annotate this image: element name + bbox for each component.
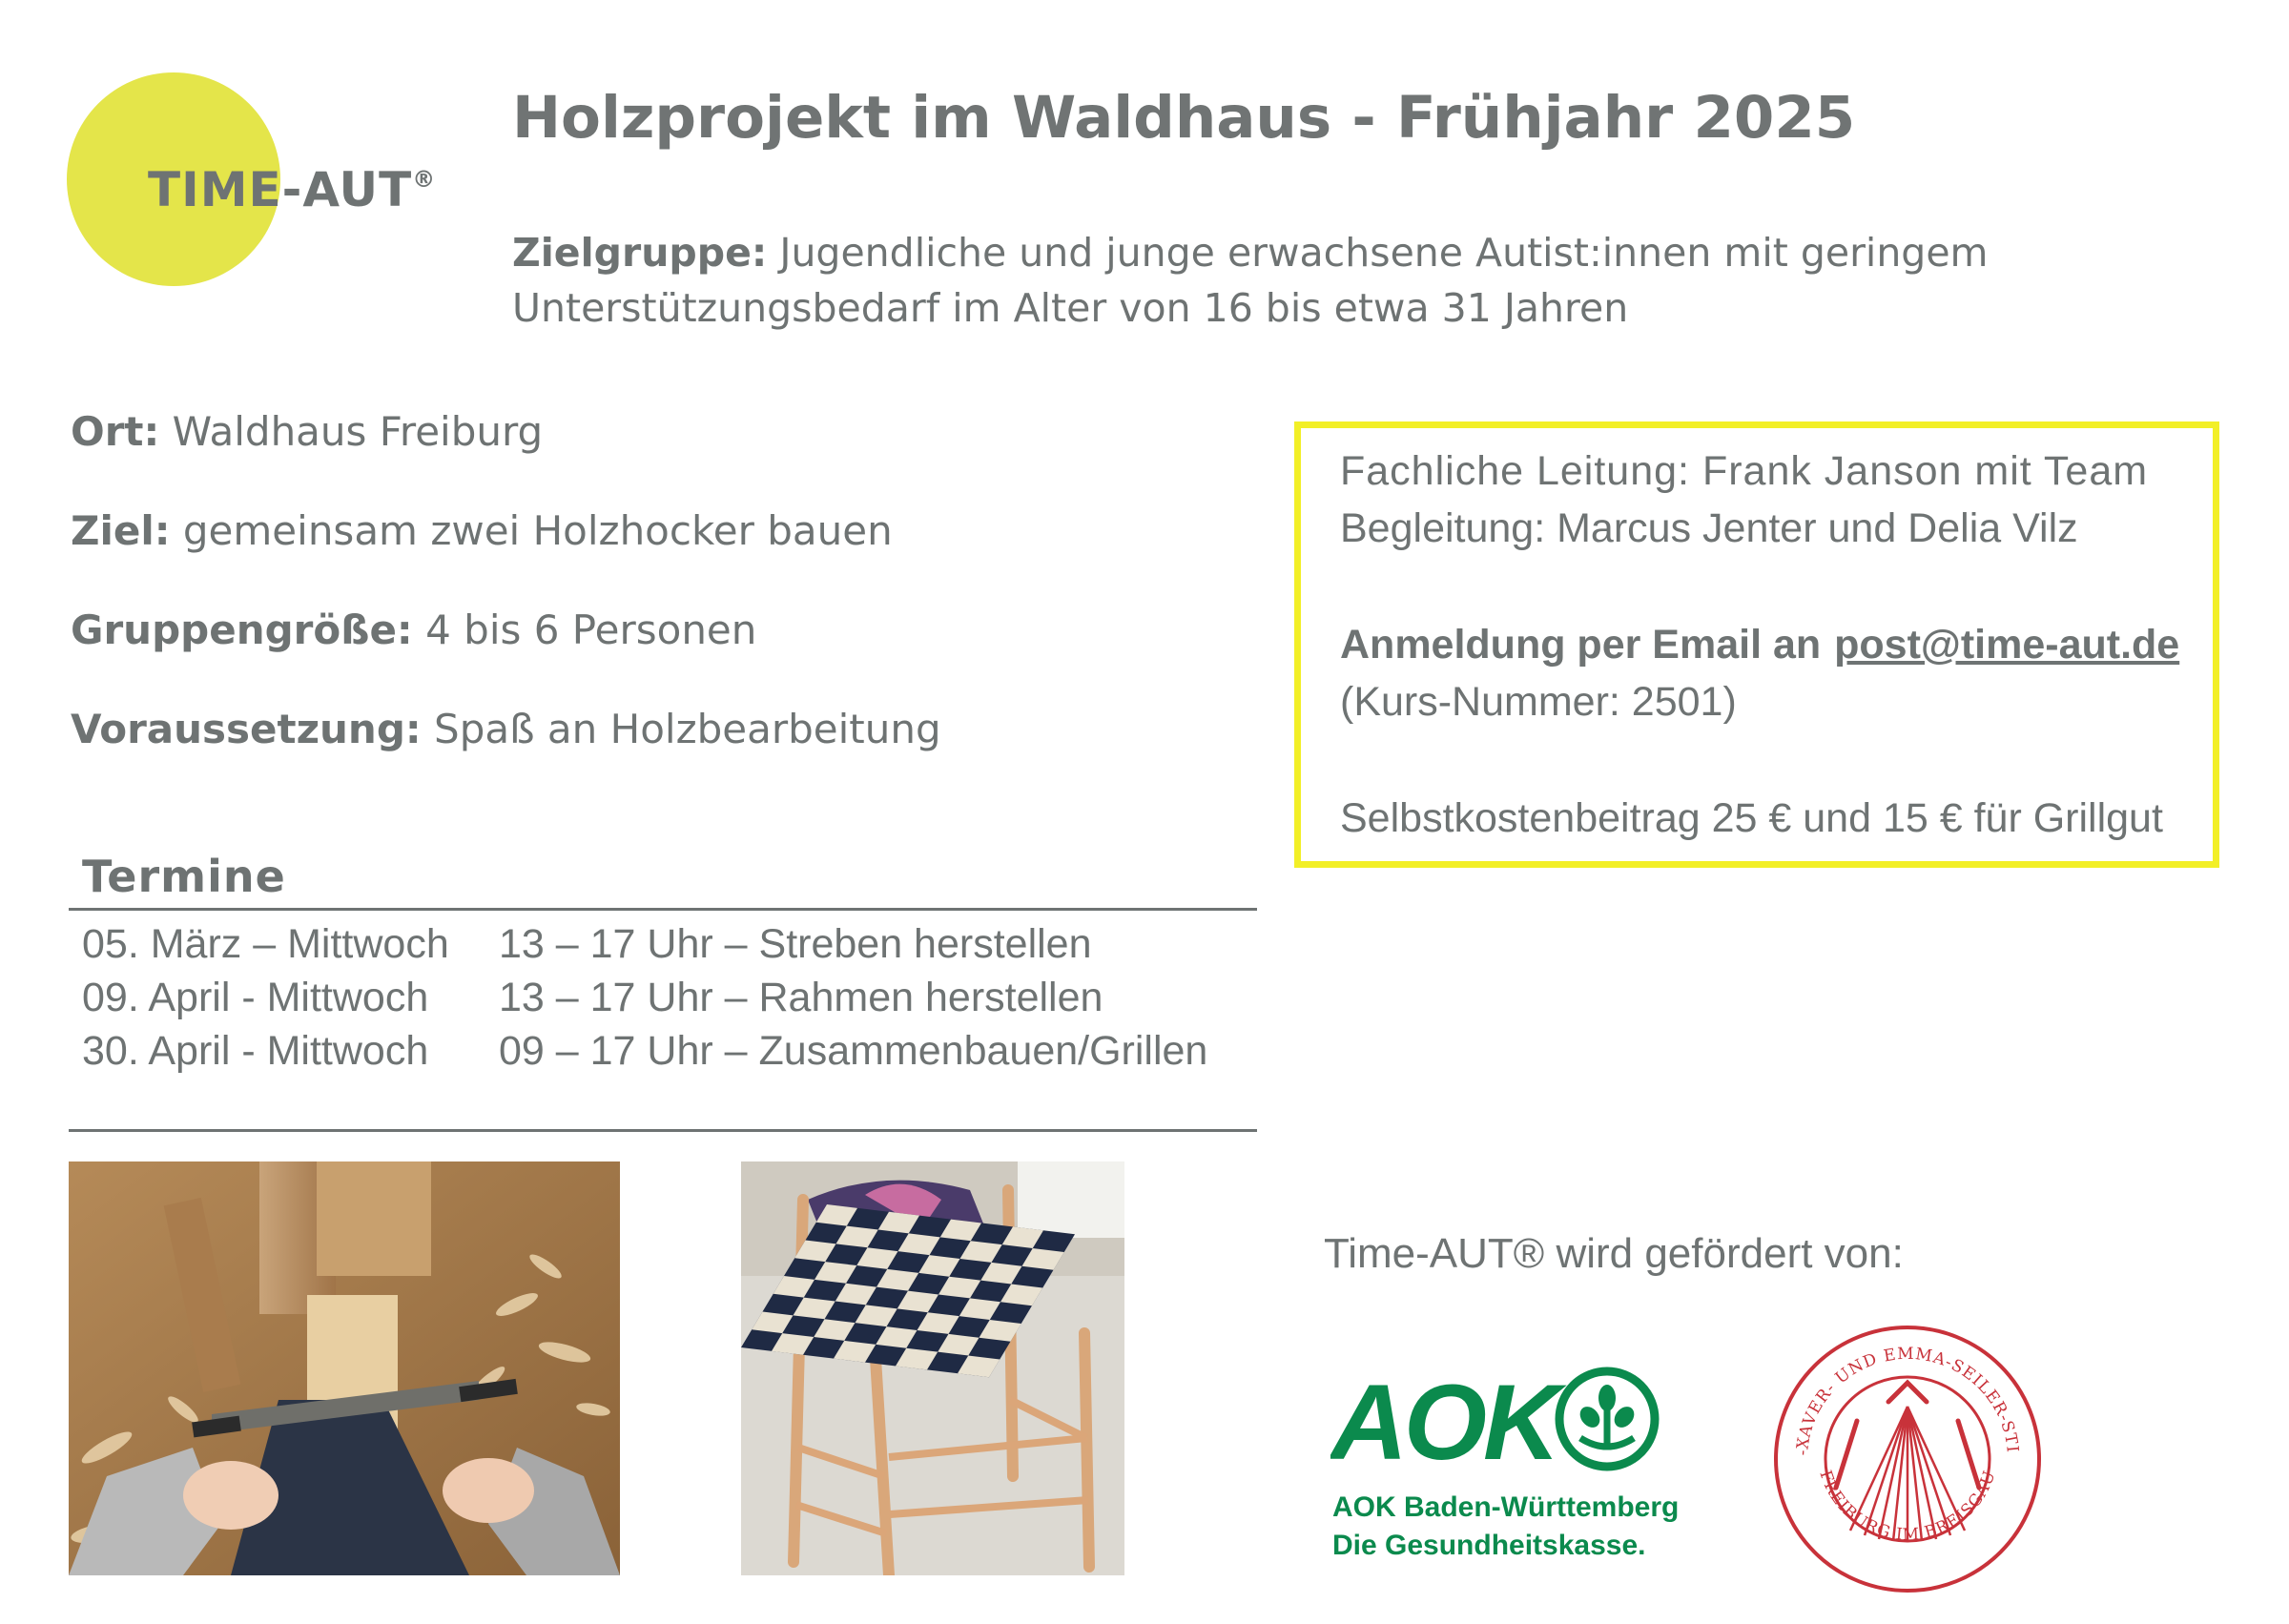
termin-desc: 13 – 17 Uhr – Rahmen herstellen bbox=[499, 975, 1103, 1020]
termine-rule-top bbox=[69, 908, 1257, 911]
ort-value: Waldhaus Freiburg bbox=[172, 408, 544, 455]
ziel-label: Ziel: bbox=[71, 507, 171, 554]
box-leitung: Fachliche Leitung: Frank Janson mit Team bbox=[1340, 448, 2149, 494]
termine-heading: Termine bbox=[82, 851, 286, 902]
termin-desc: 09 – 17 Uhr – Zusammenbauen/Grillen bbox=[499, 1028, 1208, 1074]
termin-date: 09. April - Mittwoch bbox=[82, 975, 429, 1020]
logo-wordmark: TIME-AUT bbox=[148, 162, 413, 217]
audience-block bbox=[512, 225, 2057, 336]
voraus-label: Voraussetzung: bbox=[71, 706, 422, 752]
box-kurs-nummer: (Kurs-Nummer: 2501) bbox=[1340, 679, 1737, 725]
ziel-value: gemeinsam zwei Holzhocker bauen bbox=[182, 507, 893, 554]
termine-rule-bottom bbox=[69, 1129, 1257, 1132]
info-gruppe bbox=[71, 606, 756, 653]
stool-photo bbox=[741, 1161, 1124, 1575]
termin-date: 05. März – Mittwoch bbox=[82, 921, 449, 967]
termin-desc: 13 – 17 Uhr – Streben herstellen bbox=[499, 921, 1092, 967]
aok-tree-icon bbox=[1559, 1371, 1655, 1467]
audience-text-1: Jugendliche und junge erwachsene Autist:innen mit geringem bbox=[779, 230, 1989, 276]
anmeldung-label: Anmeldung per Email an bbox=[1340, 622, 1822, 668]
aok-logo bbox=[1330, 1364, 1693, 1573]
audience-text-2: Unterstützungsbedarf im Alter von 16 bis etwa 31 Jahren bbox=[512, 285, 1629, 331]
logo-registered-mark: ® bbox=[412, 166, 437, 193]
aok-line-1: AOK Baden-Württemberg bbox=[1332, 1491, 1680, 1523]
stiftung-text-top: -XAVER- UND EMMA-SEILER-STI bbox=[1793, 1344, 2022, 1456]
woodworking-photo bbox=[69, 1161, 620, 1575]
termin-date: 30. April - Mittwoch bbox=[82, 1028, 429, 1074]
gruppe-value: 4 bis 6 Personen bbox=[425, 606, 757, 653]
stiftung-seal-logo bbox=[1769, 1316, 2046, 1593]
box-begleitung: Begleitung: Marcus Jenter und Delia Vilz bbox=[1340, 505, 2078, 551]
aok-wordmark: AOK bbox=[1330, 1364, 1557, 1482]
info-ort bbox=[71, 408, 543, 455]
info-voraussetzung bbox=[71, 706, 941, 752]
logo-text bbox=[148, 162, 436, 217]
stiftung-text-bottom: FREIBURG IM BREISGAU bbox=[1815, 1468, 2000, 1545]
box-anmeldung bbox=[1340, 622, 2179, 668]
gruppe-label: Gruppengröße: bbox=[71, 606, 413, 653]
sponsor-heading: Time-AUT® wird gefördert von: bbox=[1324, 1230, 1904, 1277]
voraus-value: Spaß an Holzbearbeitung bbox=[434, 706, 941, 752]
aok-line-2: Die Gesundheitskasse. bbox=[1332, 1530, 1646, 1561]
box-kosten: Selbstkostenbeitrag 25 € und 15 € für Grillgut bbox=[1340, 795, 2163, 841]
ort-label: Ort: bbox=[71, 408, 160, 455]
page-title: Holzprojekt im Waldhaus - Frühjahr 2025 bbox=[512, 84, 1856, 152]
info-ziel bbox=[71, 507, 893, 554]
audience-label: Zielgruppe: bbox=[512, 230, 768, 276]
email-link[interactable]: post@time-aut.de bbox=[1834, 622, 2180, 668]
